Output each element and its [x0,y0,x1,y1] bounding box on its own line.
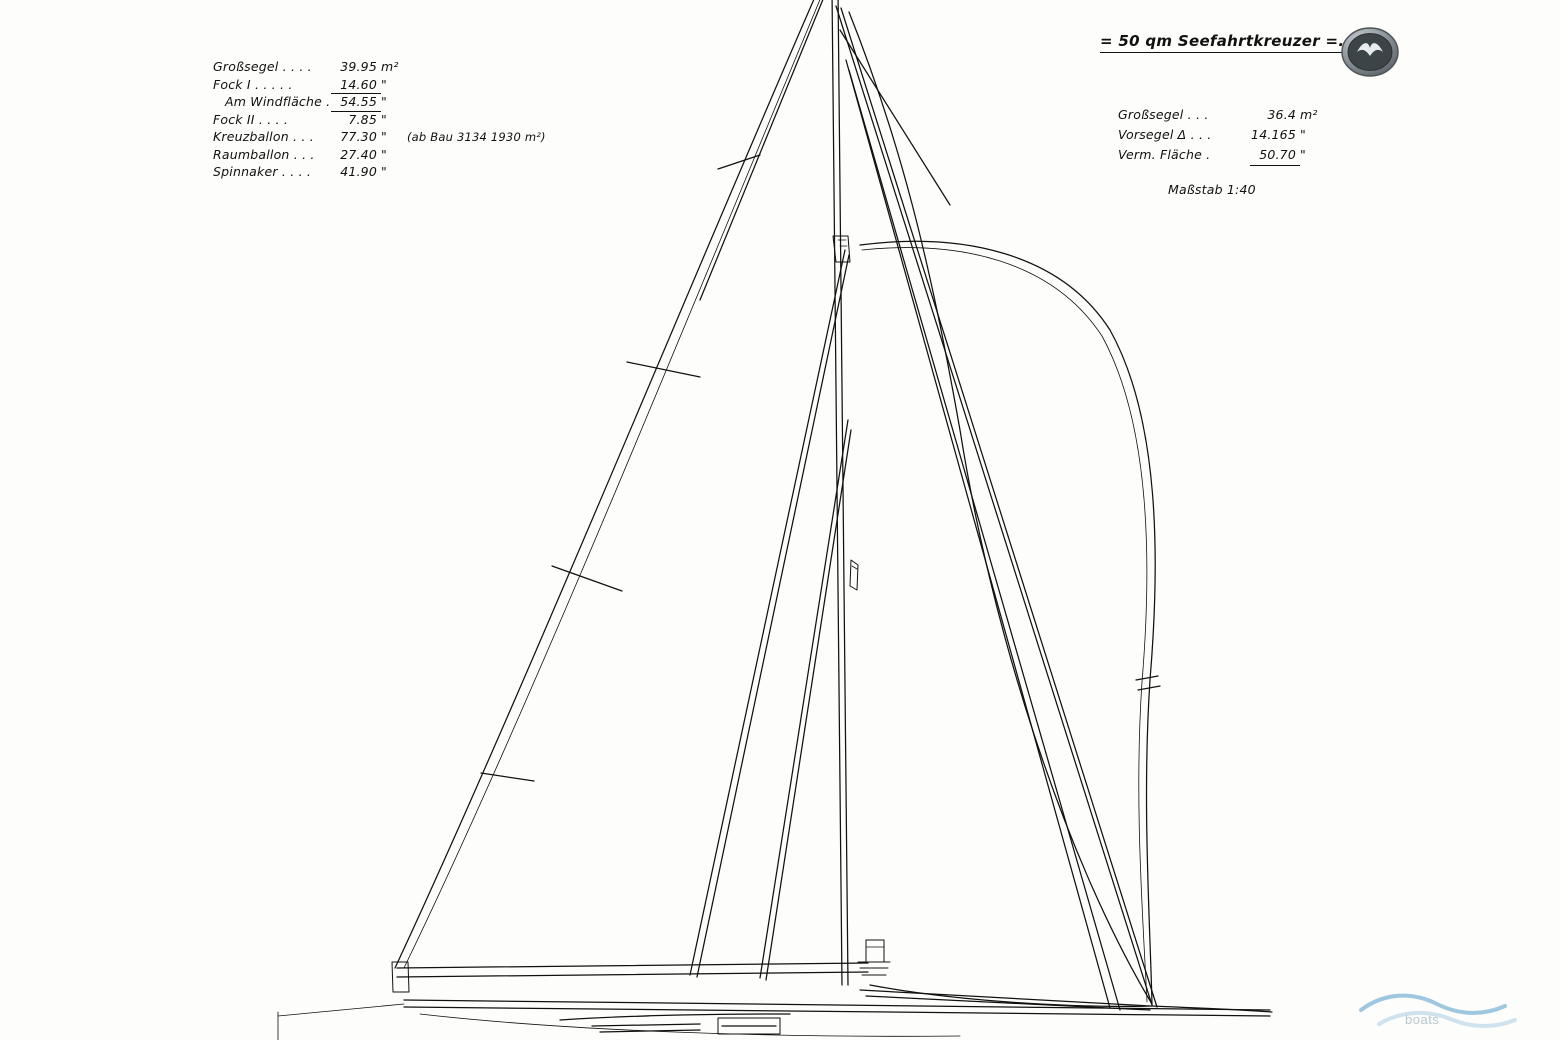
spec-label: Fock I . . . . . [213,76,293,92]
spec-row [213,93,546,111]
title-block [1100,32,1360,53]
spec-unit: " [1300,127,1306,142]
spec-unit: " [381,146,387,162]
spec-unit: " [381,76,387,92]
spec-row [213,146,546,164]
bird-roundel-logo [1340,26,1400,78]
spec-value: 39.95 [340,59,377,74]
spec-label: Kreuzballon . . . [213,129,314,144]
spec-note: (ab Bau 3134 1930 m²) [407,130,546,144]
spec-label: Vorsegel Δ . . . [1118,127,1212,142]
spec-value: 77.30 [340,129,377,144]
spec-unit: " [381,164,387,179]
wave-watermark [1355,980,1545,1040]
spec-row [1118,145,1326,165]
spec-unit: " [381,129,387,144]
spec-label: Fock II . . . . [213,111,289,127]
spec-value: 14.60 [331,76,381,95]
spec-unit: m² [1300,107,1318,122]
spec-label: Am Windfläche . [225,94,331,109]
spec-label: Raumballon . . . [213,146,315,162]
spec-unit: " [1300,147,1306,162]
spec-value: 36.4 [1267,107,1296,122]
spec-row [213,111,546,129]
spec-value: 7.85 [348,111,377,127]
spec-label: Großsegel . . . . [213,59,312,74]
spec-row [1118,105,1326,125]
spec-row [213,76,546,94]
spec-row [213,128,546,146]
spec-value: 50.70 [1250,145,1300,166]
spec-value: 54.55 [331,93,381,112]
drawing-title: = 50 qm Seefahrtkreuzer =. [1100,32,1344,53]
spec-row [213,58,546,76]
spec-label: Großsegel . . . [1118,107,1209,122]
spec-unit: " [381,94,387,109]
sail-area-spec-left [213,58,546,181]
spec-value: 14.165 [1251,127,1296,142]
spec-value: 27.40 [340,146,377,162]
spec-label: Verm. Fläche . [1118,147,1211,162]
spec-row [1118,125,1326,145]
spec-unit: m² [381,59,399,74]
spec-value: 41.90 [340,164,377,179]
scale-note: Maßstab 1:40 [1168,182,1256,197]
watermark-label: boats [1405,1012,1440,1027]
sail-area-spec-right [1118,105,1326,165]
spec-unit: " [381,111,387,127]
spec-label: Spinnaker . . . . [213,164,312,179]
spec-row [213,163,546,181]
